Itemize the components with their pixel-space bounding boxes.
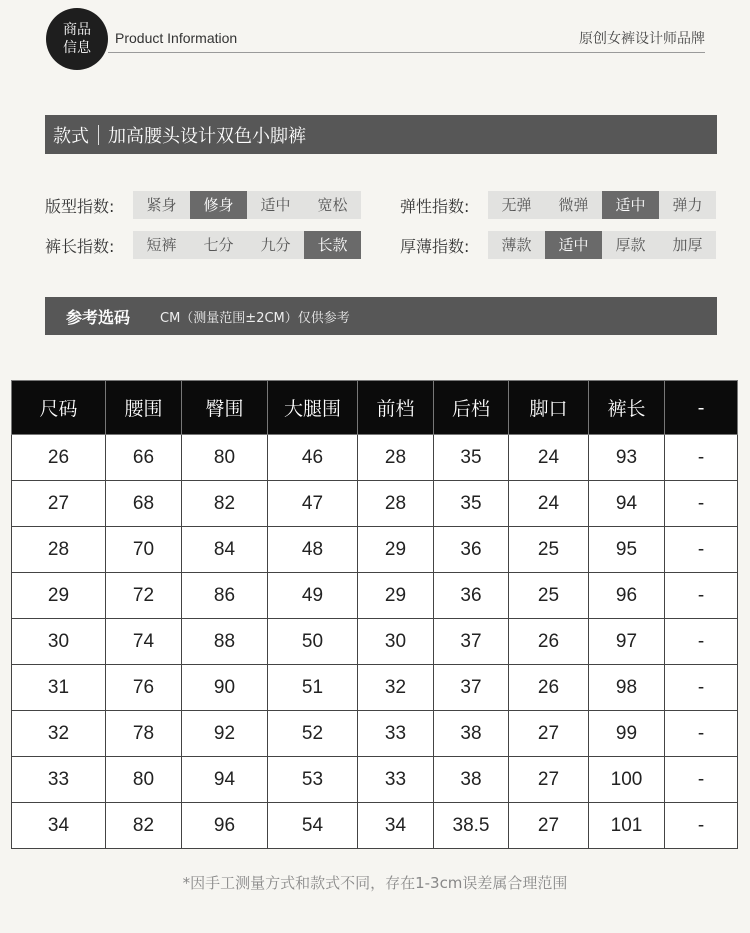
table-cell: 34 [358,803,434,849]
length-option-selected: 长款 [304,231,361,259]
table-cell: 32 [12,711,106,757]
table-cell: 84 [182,527,268,573]
table-cell: 46 [268,435,358,481]
product-info-title: Product Information [115,30,238,46]
table-cell: 101 [589,803,665,849]
table-cell: - [665,803,738,849]
length-option: 七分 [190,231,247,259]
fit-option: 适中 [247,191,304,219]
table-cell: 78 [106,711,182,757]
table-cell: 54 [268,803,358,849]
length-option: 九分 [247,231,304,259]
table-cell: 27 [509,803,589,849]
table-cell: 28 [358,435,434,481]
column-header: 尺码 [12,381,106,435]
table-cell: 96 [182,803,268,849]
table-cell: 86 [182,573,268,619]
table-cell: 82 [182,481,268,527]
column-header: - [665,381,738,435]
table-cell: 33 [358,757,434,803]
table-cell: 35 [434,435,509,481]
table-row [12,757,738,803]
table-row [12,803,738,849]
table-cell: 80 [182,435,268,481]
product-info-badge [46,8,108,70]
table-cell: 66 [106,435,182,481]
table-cell: - [665,711,738,757]
reference-note: CM（测量范围±2CM）仅供参考 [160,310,350,326]
table-row [12,665,738,711]
column-header: 前档 [358,381,434,435]
table-cell: 72 [106,573,182,619]
table-cell: 95 [589,527,665,573]
thickness-option: 加厚 [659,231,716,259]
table-cell: 68 [106,481,182,527]
table-cell: 33 [358,711,434,757]
column-header: 腰围 [106,381,182,435]
table-cell: 93 [589,435,665,481]
elasticity-option: 弹力 [659,191,716,219]
table-cell: - [665,619,738,665]
table-cell: 24 [509,435,589,481]
table-cell: 74 [106,619,182,665]
column-header: 臀围 [182,381,268,435]
table-cell: 98 [589,665,665,711]
thickness-option: 厚款 [602,231,659,259]
table-cell: 51 [268,665,358,711]
table-row [12,711,738,757]
table-row [12,527,738,573]
table-cell: 29 [358,573,434,619]
table-cell: 26 [509,665,589,711]
table-cell: 28 [12,527,106,573]
table-cell: 90 [182,665,268,711]
table-cell: - [665,435,738,481]
table-cell: 47 [268,481,358,527]
header [0,0,750,90]
thickness-option: 薄款 [488,231,545,259]
elasticity-option: 微弹 [545,191,602,219]
header-divider [108,52,705,53]
column-header: 脚口 [509,381,589,435]
badge-line-2: 信息 [63,40,91,56]
thickness-option-selected: 适中 [545,231,602,259]
table-cell: 38 [434,711,509,757]
table-cell: - [665,481,738,527]
reference-bar [45,297,717,335]
table-cell: - [665,527,738,573]
table-cell: 27 [12,481,106,527]
table-cell: 88 [182,619,268,665]
table-cell: 70 [106,527,182,573]
table-cell: 29 [358,527,434,573]
table-cell: 37 [434,665,509,711]
table-cell: 33 [12,757,106,803]
length-option: 短裤 [133,231,190,259]
fit-option: 紧身 [133,191,190,219]
length-index-label: 裤长指数: [45,236,115,256]
table-cell: 27 [509,757,589,803]
table-cell: 50 [268,619,358,665]
table-cell: 38.5 [434,803,509,849]
table-cell: 92 [182,711,268,757]
table-cell: 96 [589,573,665,619]
table-cell: 97 [589,619,665,665]
elasticity-index-label: 弹性指数: [400,196,470,216]
table-cell: 27 [509,711,589,757]
elasticity-index-row [400,191,716,219]
brand-text: 原创女裤设计师品牌 [579,31,705,47]
elasticity-option-selected: 适中 [602,191,659,219]
fit-option-selected: 修身 [190,191,247,219]
table-row [12,481,738,527]
table-cell: 24 [509,481,589,527]
table-cell: 31 [12,665,106,711]
column-header: 大腿围 [268,381,358,435]
table-header-row [12,381,738,435]
table-cell: 34 [12,803,106,849]
thickness-index-label: 厚薄指数: [400,236,470,256]
style-value: 加高腰头设计双色小脚裤 [108,125,306,147]
table-cell: 25 [509,527,589,573]
table-cell: 38 [434,757,509,803]
size-table-body [12,435,738,849]
style-label: 款式 [53,125,89,147]
table-cell: 80 [106,757,182,803]
size-table [11,380,738,849]
table-cell: 25 [509,573,589,619]
table-cell: 53 [268,757,358,803]
thickness-index-row [400,231,716,259]
table-cell: - [665,665,738,711]
table-cell: 76 [106,665,182,711]
table-cell: - [665,573,738,619]
fit-index-label: 版型指数: [45,196,115,216]
table-cell: 52 [268,711,358,757]
table-cell: 30 [12,619,106,665]
table-cell: 26 [12,435,106,481]
table-row [12,619,738,665]
table-cell: 100 [589,757,665,803]
table-cell: 35 [434,481,509,527]
table-cell: - [665,757,738,803]
table-cell: 36 [434,573,509,619]
fit-index-row [45,191,361,219]
length-index-row [45,231,361,259]
style-bar [45,115,717,154]
table-row [12,435,738,481]
table-row [12,573,738,619]
table-cell: 99 [589,711,665,757]
table-cell: 26 [509,619,589,665]
table-cell: 29 [12,573,106,619]
table-cell: 36 [434,527,509,573]
table-cell: 48 [268,527,358,573]
fit-option: 宽松 [304,191,361,219]
table-cell: 82 [106,803,182,849]
column-header: 裤长 [589,381,665,435]
measurement-footnote: *因手工测量方式和款式不同，存在1-3cm误差属合理范围 [182,874,568,892]
reference-title: 参考选码 [66,307,131,327]
table-cell: 37 [434,619,509,665]
table-cell: 32 [358,665,434,711]
table-cell: 49 [268,573,358,619]
elasticity-option: 无弹 [488,191,545,219]
column-header: 后档 [434,381,509,435]
table-cell: 28 [358,481,434,527]
badge-line-1: 商品 [63,22,91,38]
table-cell: 30 [358,619,434,665]
style-separator [98,125,99,145]
table-cell: 94 [182,757,268,803]
table-cell: 94 [589,481,665,527]
